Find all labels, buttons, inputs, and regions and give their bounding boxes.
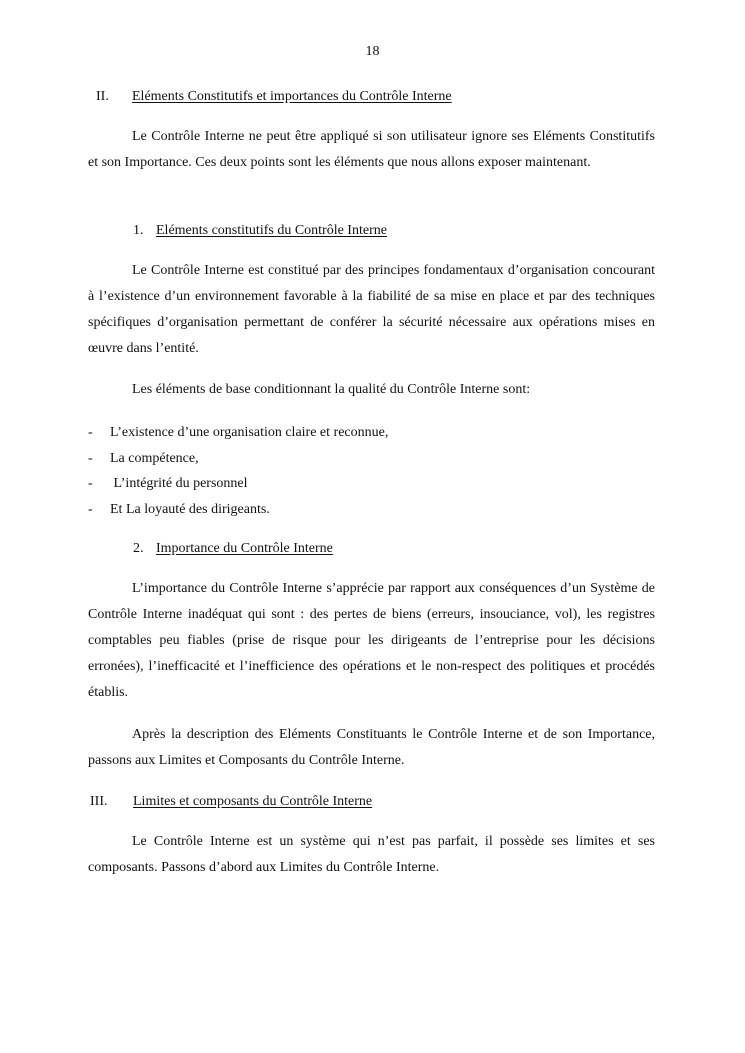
section-ii-intro-paragraph: Le Contrôle Interne ne peut être appliqué si son utilisateur ignore ses Eléments Constitutifs et son Importance. Ces deux points sont les éléments que nous allons exposer maintenant.: [88, 129, 655, 170]
elements-list: [88, 420, 388, 522]
section-heading-ii: [96, 89, 452, 105]
list-item: - L’existence d’une organisation claire et reconnue,: [88, 420, 388, 446]
dash-bullet: -: [88, 425, 93, 440]
page-number: 18: [365, 44, 380, 59]
section-title: Eléments Constitutifs et importances du Contrôle Interne: [132, 89, 452, 104]
section-iii-intro-paragraph: Le Contrôle Interne est un système qui n’est pas parfait, il possède ses limites et ses composants. Passons d’abord aux Limites du Contrôle Interne.: [88, 834, 655, 875]
subsection-1-list-intro: Les éléments de base conditionnant la qualité du Contrôle Interne sont:: [132, 382, 531, 397]
section-number: III.: [90, 794, 108, 809]
list-item: - La compétence,: [88, 446, 388, 472]
subsection-number: 2.: [133, 541, 144, 556]
dash-bullet: -: [88, 450, 93, 466]
subsection-number: 1.: [133, 223, 144, 238]
subsection-2-transition-paragraph: Après la description des Eléments Constituants le Contrôle Interne et de son Importance, passons aux Limites et Composants du Contrôle Interne.: [88, 727, 655, 768]
subsection-heading-2: [133, 541, 333, 557]
dash-bullet: -: [88, 501, 93, 517]
subsection-title: Importance du Contrôle Interne: [156, 541, 333, 556]
list-item: - L’intégrité du personnel: [88, 471, 388, 497]
list-item: - Et La loyauté des dirigeants.: [88, 497, 388, 523]
subsection-2-paragraph: L’importance du Contrôle Interne s’apprécie par rapport aux conséquences d’un Système de Contrôle Interne inadéquat qui sont : des pertes de biens (erreurs, insouciance, vol), les registres comptables peu fiables (prise de risque pour les dirigeants de l’entreprise pour les décisions erronées), l’inefficacité et l’inefficience des opérations et le non-respect des politiques et procédés établis.: [88, 581, 655, 700]
subsection-title: Eléments constitutifs du Contrôle Interne: [156, 223, 387, 238]
subsection-1-paragraph: Le Contrôle Interne est constitué par des principes fondamentaux d’organisation concourant à l’existence d’un environnement favorable à la fiabilité de sa mise en place et par des techniques spécifiques d’organisation permettant de conférer la sécurité nécessaire aux opérations mises en œuvre dans l’entité.: [88, 263, 655, 356]
dash-bullet: -: [88, 476, 93, 491]
subsection-heading-1: [133, 223, 387, 239]
section-title: Limites et composants du Contrôle Interne: [133, 794, 373, 809]
section-heading-iii: [90, 794, 372, 810]
section-number: II.: [96, 89, 109, 104]
